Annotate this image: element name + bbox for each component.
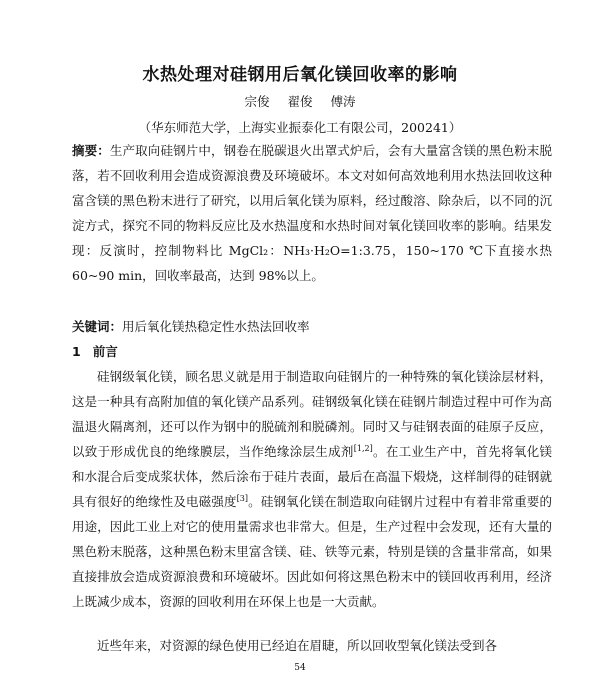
body1-part2: 。在工业生产中，首先将氧化镁和水混合后变成浆状体，然后涂布于硅片表面，最后在高温下煅烧，这样制得的硅钢就具有很好的绝缘性及电磁强度 (72, 444, 552, 509)
section-heading (72, 339, 552, 364)
abstract (72, 138, 552, 288)
affiliation: （华东师范大学，上海实业振泰化工有限公司，200241） (138, 120, 462, 135)
keywords-label: 关键词： (72, 319, 123, 334)
keywords (72, 314, 552, 339)
page-number: 54 (294, 663, 306, 673)
section-title: 前言 (92, 344, 118, 359)
body-paragraph-2 (72, 633, 552, 658)
abstract-label: 摘要： (72, 143, 110, 158)
body1-part1: 硅钢级氧化镁，顾名思义就是用于制造取向硅钢片的一种特殊的氧化镁涂层材料，这是一种具有高附加值的氧化镁产品系列。硅钢级氧化镁在硅钢片制造过程中可作为高温退火隔离剂，还可以作为钢中的脱硫剂和脱磷剂。同时又与硅钢表面的硅原子反应，以致于形成优良的绝缘膜层，当作绝缘涂层生成剂 (72, 369, 552, 459)
body2-text: 近些年来，对资源的绿色使用已经迫在眉睫，所以回收型氧化镁法受到各 (97, 638, 498, 653)
author-list: 宗俊 翟俊 傅涛 (244, 94, 356, 109)
paper-title: 水热处理对硅钢用后氧化镁回收率的影响 (142, 65, 458, 85)
abstract-text: 生产取向硅钢片中，钢卷在脱碳退火出罩式炉后，会有大量富含镁的黑色粉末脱落，若不回收利用会造成资源浪费及环境破坏。本文对如何高效地利用水热法回收这种富含镁的黑色粉末进行了研究，以用后氧化镁为原料，经过酸溶、除杂后，以不同的沉淀方式，探究不同的物料反应比及水热温度和水热时间对氧化镁回收率的影响。结果发现：反演时，控制物料比 MgCl₂：NH₃·H₂O=1:3.75，150~170 ℃下直接水热 60~90 min，回收率最高，达到 98%以上。 (72, 143, 552, 283)
body-paragraph-1 (72, 364, 552, 614)
citation-2: [3] (236, 493, 248, 503)
section-number: 1 (72, 344, 81, 359)
citation-1: [1,2] (353, 443, 373, 453)
body1-part3: 。硅钢氧化镁在制造取向硅钢片过程中有着非常重要的用途，因此工业上对它的使用量需求也非常大。但是，生产过程中会发现，还有大量的黑色粉末脱落，这种黑色粉末里富含镁、硅、铁等元素，特别是镁的含量非常高，如果直接排放会造成资源浪费和环境破坏。因此如何将这黑色粉末中的镁回收再利用，经济上既减少成本，资源的回收利用在环保上也是一大贡献。 (72, 494, 552, 609)
keywords-text: 用后氧化镁热稳定性水热法回收率 (122, 319, 310, 334)
